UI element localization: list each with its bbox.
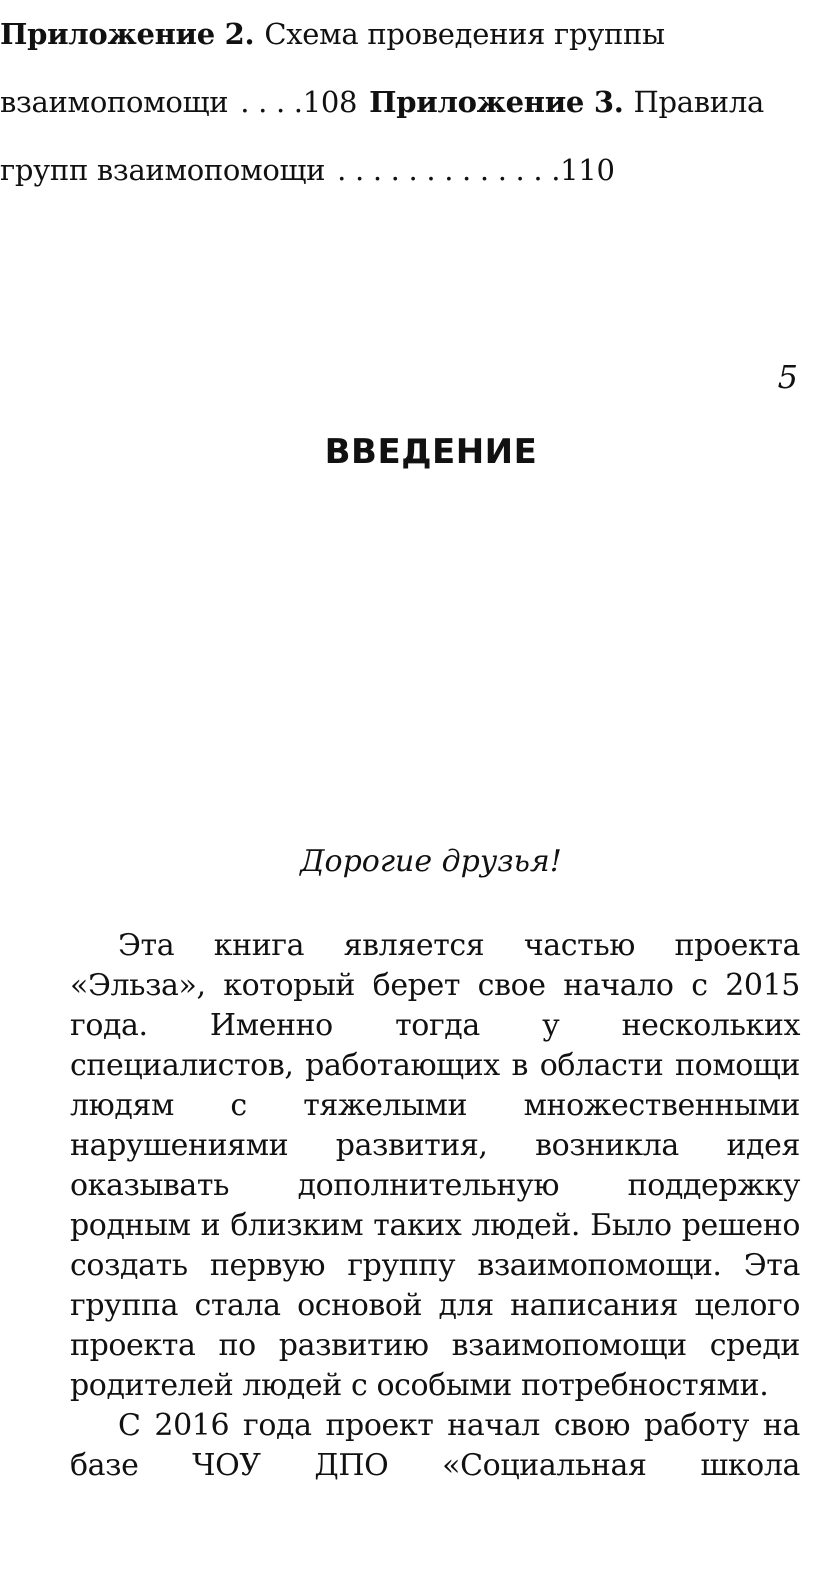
paragraph: Эта книга является частью проекта «Эльза», который берет свое начало с 2015 года. Именно тогда у нескольких специалистов, работающих в области помощи людям с тяжелыми множественными нарушениями развития, возникла идея оказывать дополнительную поддержку родным и близким таких людей. Было решено создать первую группу взаимопомощи. Эта группа стала основой для написания целого проекта по развитию взаимопомощи среди родителей людей с особыми потребностями.: [70, 928, 800, 1403]
toc-entry-label: Приложение 2.: [0, 17, 255, 51]
table-of-contents: [0, 0, 800, 204]
page-number: 5: [777, 358, 798, 396]
body-text: [70, 926, 800, 1486]
toc-entry-appendix-2: [0, 0, 665, 68]
section-heading: ВВЕДЕНИЕ: [324, 432, 538, 472]
toc-leader-dots: . . . .: [240, 85, 303, 119]
paragraph: С 2016 года проект начал свою работу на базе ЧОУ ДПО «Социальная школа: [70, 1408, 800, 1483]
greeting: Дорогие друзья!: [300, 844, 562, 879]
toc-page-number: 108: [302, 85, 358, 119]
toc-entry-title: Правила: [633, 85, 764, 119]
toc-page-number: 110: [560, 153, 615, 187]
toc-line: [0, 68, 800, 136]
toc-entry-title: Схема проведения группы: [264, 17, 665, 51]
toc-line: [0, 136, 800, 204]
toc-entry-title: взаимопомощи: [0, 85, 229, 119]
toc-line: [0, 0, 800, 68]
toc-entry-label: Приложение 3.: [369, 85, 624, 119]
toc-entry-title: групп взаимопомощи: [0, 153, 326, 187]
toc-leader-dots: . . . . . . . . . . . . .: [337, 153, 561, 187]
